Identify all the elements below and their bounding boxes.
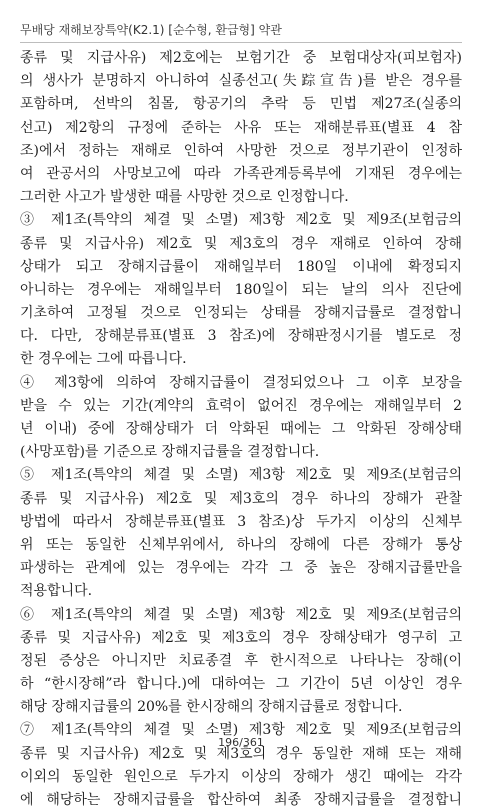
- header-divider: [20, 42, 462, 43]
- text-line: 이외의 동일한 원인으로 두가지 이상의 장해가 생긴 때에는 각각: [20, 768, 462, 785]
- text-line: 포함하며, 선박의 침몰, 항공기의 추락 등 민법 제27조(실종의: [20, 96, 462, 113]
- text-line: ④ 제3항에 의하여 장해지급률이 결정되었으나 그 이후 보장을: [20, 374, 462, 391]
- text-line: 다. 다만, 장해분류표(별표 3 참조)에 장해판정시기를 별도로 정: [20, 328, 462, 345]
- text-line: 정된 증상은 아니지만 치료종결 후 한시적으로 나타나는 장해(이: [20, 652, 462, 669]
- text-line: 한 경우에는 그에 따릅니다.: [20, 351, 187, 368]
- text-line: 선고) 제2항의 규정에 준하는 사유 또는 재해분류표(별표 4 참: [20, 119, 462, 136]
- text-line: 방법에 따라서 장해분류표(별표 3 참조)상 두가지 이상의 신체부: [20, 513, 462, 530]
- text-line: 위 또는 동일한 신체부위에서, 하나의 장해에 다른 장해가 통상: [20, 536, 462, 553]
- text-line: 받을 수 있는 기간(계약의 효력이 없어진 경우에는 재해일부터 2: [20, 397, 462, 414]
- text-line: 하 “한시장해”라 합니다.)에 대하여는 그 기간이 5년 이상인 경우: [20, 676, 462, 693]
- page-number: 196/361: [218, 736, 264, 749]
- text-line: 적용합니다.: [20, 583, 93, 600]
- text-line: 종류 및 지급사유) 제2호 및 제3호의 경우 동일한 재해 또는 재해: [20, 745, 462, 762]
- text-line: ⑦ 제1조(특약의 체결 및 소멸) 제3항 제2호 및 제9조(보험금의: [20, 722, 462, 739]
- text-line: 년 이내) 중에 장해상태가 더 악화된 때에는 그 악화된 장해상태: [20, 421, 462, 437]
- text-line: (사망포함)를 기준으로 장해지급률을 결정합니다.: [20, 444, 320, 461]
- text-line: 그러한 사고가 발생한 때를 사망한 것으로 인정합니다.: [20, 189, 349, 206]
- text-line: 종류 및 지급사유) 제2호에는 보험기간 중 보험대상자(피보험자): [20, 50, 462, 66]
- text-line: 종류 및 지급사유) 제2호 및 제3호의 경우 하나의 장해가 관찰: [20, 490, 462, 507]
- text-line: 기초하여 고정될 것으로 인정되는 상태를 장해지급률로 결정합니: [20, 305, 462, 322]
- text-line: 파생하는 관계에 있는 경우에는 각각 그 중 높은 장해지급률만을: [20, 560, 462, 577]
- document-body: [20, 47, 462, 812]
- text-line: 에 해당하는 장해지급률을 합산하여 최종 장해지급률을 결정합니: [20, 792, 462, 808]
- text-line: ⑥ 제1조(특약의 체결 및 소멸) 제3항 제2호 및 제9조(보험금의: [20, 606, 462, 623]
- text-line: 의 생사가 분명하지 아니하여 실종선고(失踪宣告)를 받은 경우를: [20, 73, 462, 90]
- text-line: 종류 및 지급사유) 제2호 및 제3호의 경우 장해상태가 영구히 고: [20, 629, 462, 646]
- text-line: ⑤ 제1조(특약의 체결 및 소멸) 제3항 제2호 및 제9조(보험금의: [20, 467, 462, 484]
- text-line: 아니하는 경우에는 재해일부터 180일이 되는 날의 의사 진단에: [20, 281, 462, 298]
- text-line: 조)에서 정하는 재해로 인하여 사망한 것으로 정부기관이 인정하: [20, 142, 462, 159]
- text-line: 종류 및 지급사유) 제2호 및 제3호의 경우 재해로 인하여 장해: [20, 235, 462, 252]
- document-header: 무배당 재해보장특약(K2.1) [순수형, 환급형] 약관: [20, 23, 282, 37]
- text-line: 상태가 되고 장해지급률이 재해일부터 180일 이내에 확정되지: [20, 258, 462, 275]
- text-line: ③ 제1조(특약의 체결 및 소멸) 제3항 제2호 및 제9조(보험금의: [20, 212, 462, 229]
- text-line: 해당 장해지급률의 20%를 한시장해의 장해지급률로 정합니다.: [20, 699, 403, 716]
- text-line: 여 관공서의 사망보고에 따라 가족관계등록부에 기재된 경우에는: [20, 165, 462, 182]
